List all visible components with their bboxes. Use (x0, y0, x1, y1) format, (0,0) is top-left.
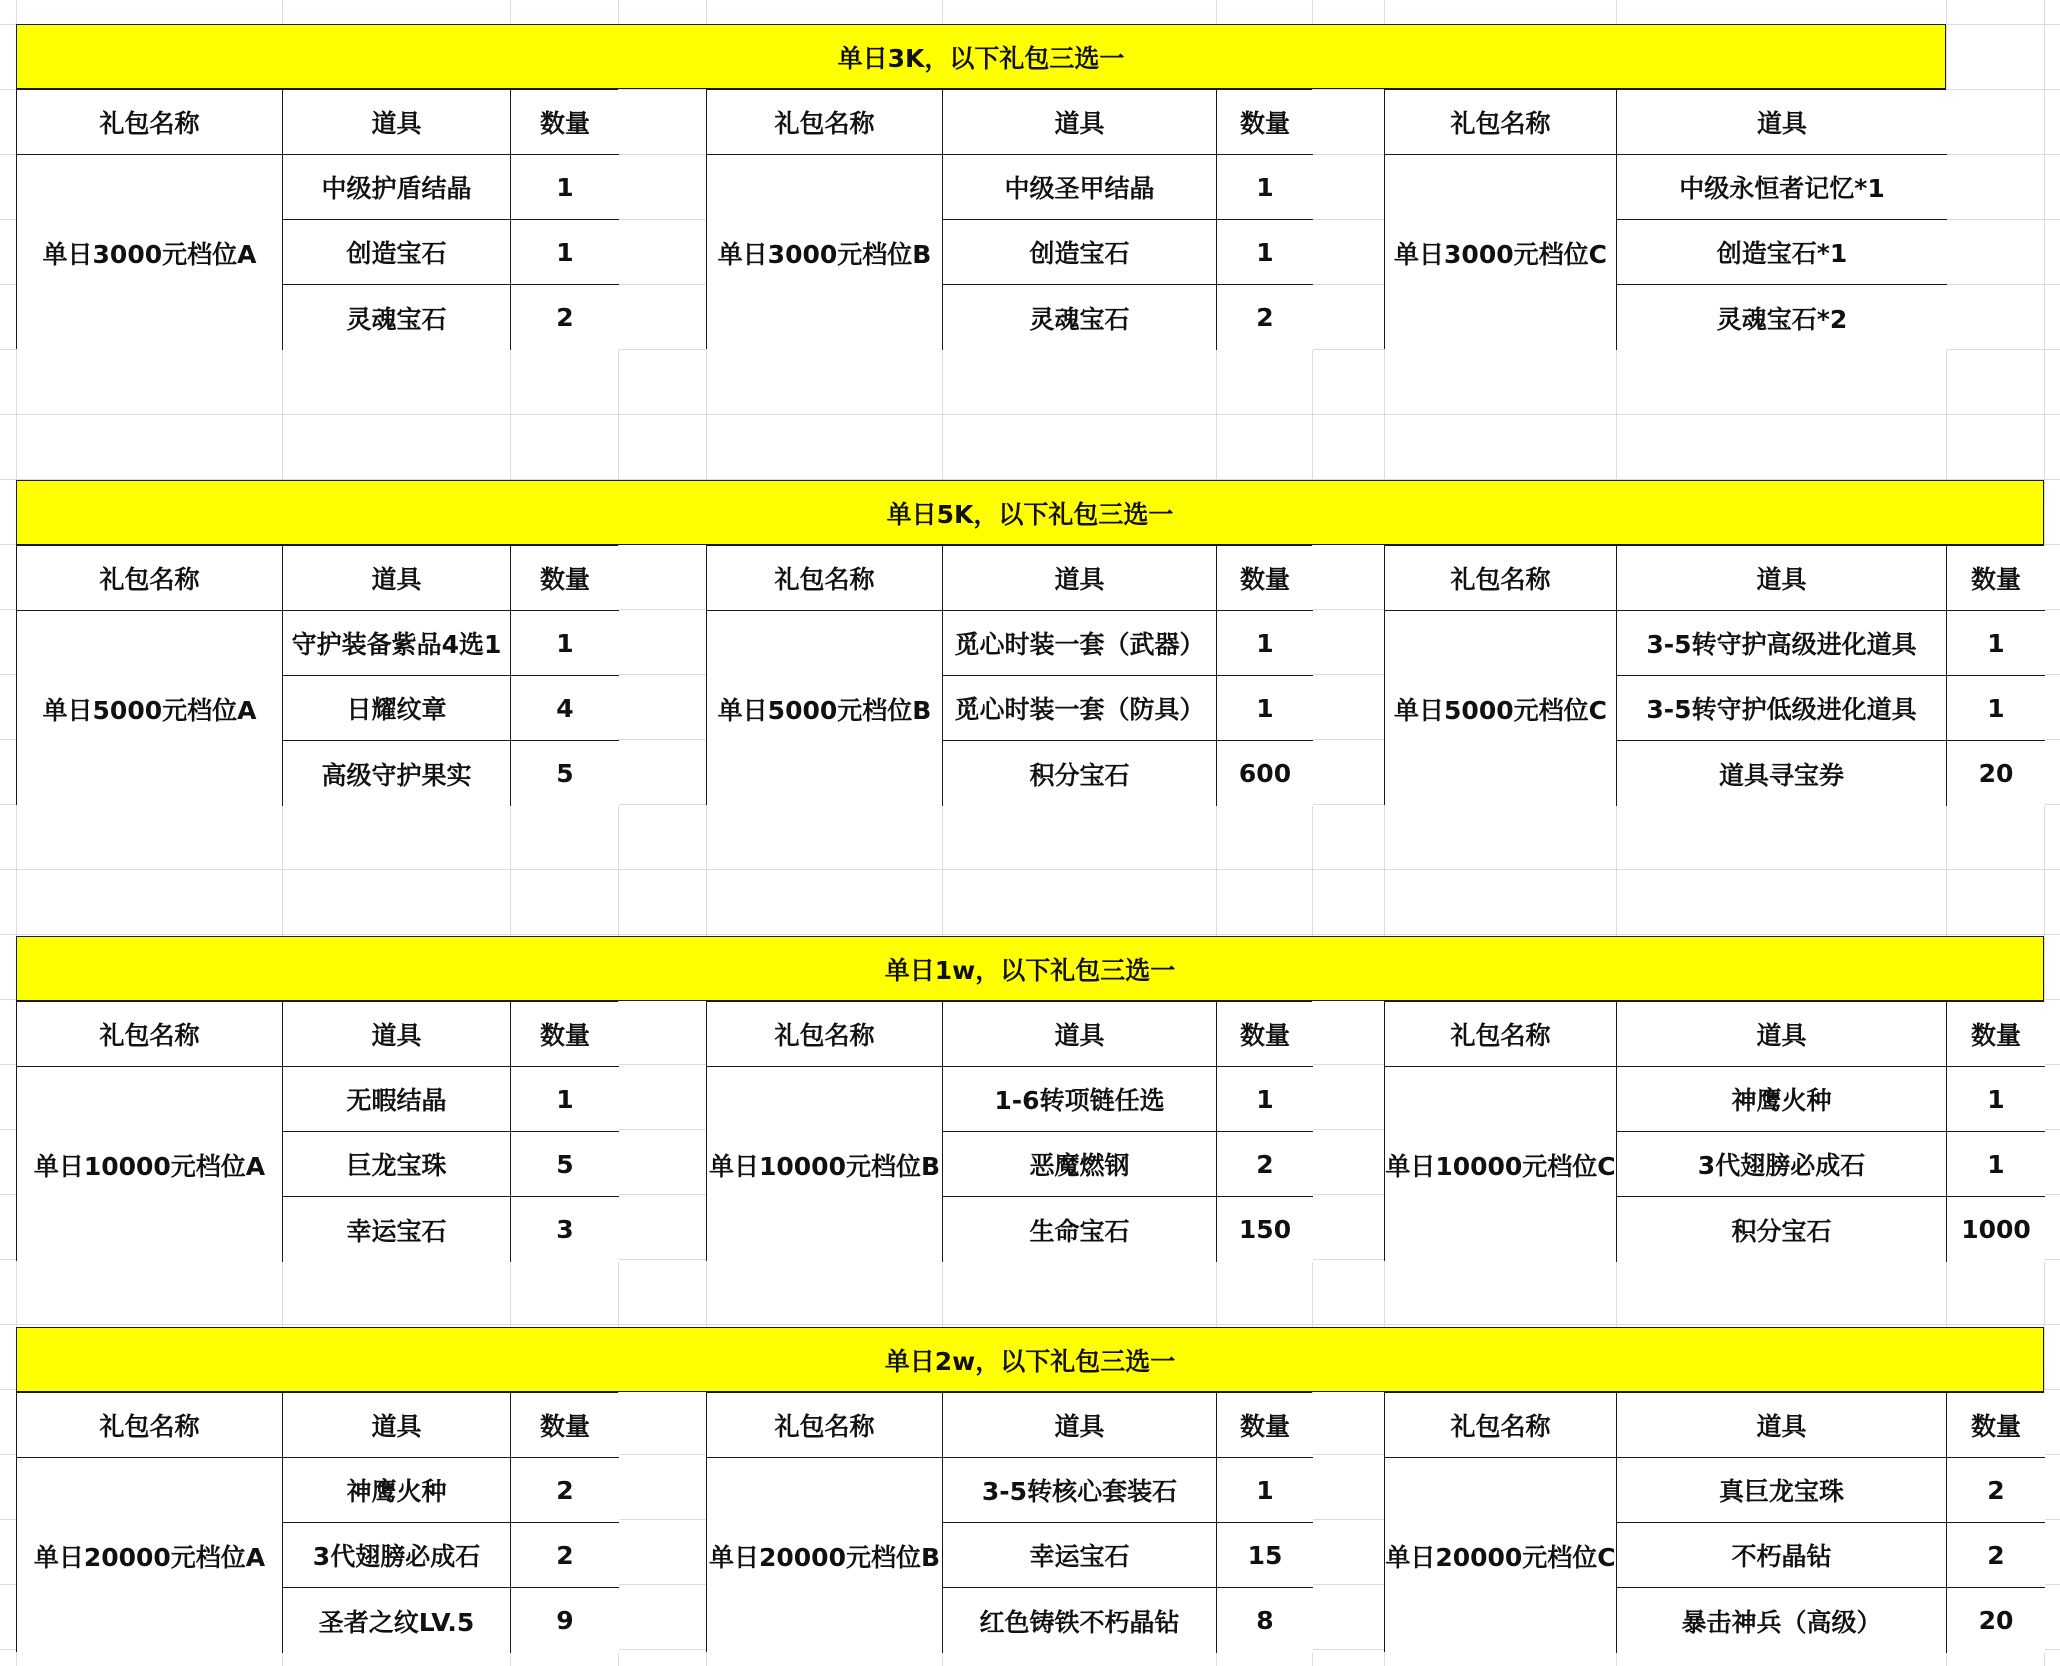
header-package-name: 礼包名称 (1385, 546, 1617, 611)
item-cell: 神鹰火种 (283, 1458, 511, 1523)
item-cell: 神鹰火种 (1617, 1067, 1947, 1132)
quantity-cell: 3 (511, 1197, 619, 1262)
section-banner: 单日2w，以下礼包三选一 (16, 1327, 2044, 1392)
item-cell: 幸运宝石 (943, 1523, 1217, 1588)
item-cell: 3代翅膀必成石 (1617, 1132, 1947, 1197)
header-package-name: 礼包名称 (1385, 1393, 1617, 1458)
quantity-cell: 1 (1947, 1132, 2045, 1197)
header-quantity: 数量 (511, 546, 619, 611)
header-package-name: 礼包名称 (17, 1002, 283, 1067)
item-cell: 3-5转守护高级进化道具 (1617, 611, 1947, 676)
item-cell: 1-6转项链任选 (943, 1067, 1217, 1132)
quantity-cell: 1 (1217, 155, 1313, 220)
gridline-horizontal (0, 414, 2060, 415)
quantity-cell: 15 (1217, 1523, 1313, 1588)
quantity-cell: 1 (1217, 1458, 1313, 1523)
gridline-horizontal (0, 869, 2060, 870)
header-item: 道具 (283, 1002, 511, 1067)
header-quantity: 数量 (1217, 1002, 1313, 1067)
item-cell: 灵魂宝石 (943, 285, 1217, 350)
item-cell: 创造宝石*1 (1617, 220, 1947, 285)
item-cell: 真巨龙宝珠 (1617, 1458, 1947, 1523)
package-table (706, 1392, 1312, 1652)
item-cell: 日耀纹章 (283, 676, 511, 741)
package-table (16, 89, 618, 349)
quantity-cell: 2 (511, 1458, 619, 1523)
header-quantity: 数量 (1947, 1002, 2045, 1067)
item-cell: 3代翅膀必成石 (283, 1523, 511, 1588)
section-banner: 单日5K，以下礼包三选一 (16, 480, 2044, 545)
header-package-name: 礼包名称 (707, 90, 943, 155)
header-package-name: 礼包名称 (17, 546, 283, 611)
package-table (16, 1001, 618, 1261)
header-item: 道具 (283, 90, 511, 155)
item-cell: 道具寻宝券 (1617, 741, 1947, 806)
item-cell: 灵魂宝石 (283, 285, 511, 350)
header-item: 道具 (283, 1393, 511, 1458)
item-cell: 中级永恒者记忆*1 (1617, 155, 1947, 220)
quantity-cell: 2 (1947, 1458, 2045, 1523)
header-quantity: 数量 (511, 90, 619, 155)
package-name-cell: 单日20000元档位B (707, 1458, 943, 1653)
quantity-cell: 2 (1217, 1132, 1313, 1197)
item-cell: 3-5转守护低级进化道具 (1617, 676, 1947, 741)
header-quantity: 数量 (1217, 546, 1313, 611)
package-table (1384, 1001, 2044, 1261)
package-name-cell: 单日3000元档位A (17, 155, 283, 350)
package-table (1384, 89, 1946, 349)
item-cell: 巨龙宝珠 (283, 1132, 511, 1197)
header-item: 道具 (1617, 1393, 1947, 1458)
gridline-horizontal (0, 934, 2060, 935)
quantity-cell: 5 (511, 741, 619, 806)
item-cell: 灵魂宝石*2 (1617, 285, 1947, 350)
section-banner: 单日3K，以下礼包三选一 (16, 24, 1946, 89)
quantity-cell: 2 (1217, 285, 1313, 350)
header-quantity: 数量 (511, 1393, 619, 1458)
header-package-name: 礼包名称 (17, 1393, 283, 1458)
header-package-name: 礼包名称 (707, 546, 943, 611)
item-cell: 3-5转核心套装石 (943, 1458, 1217, 1523)
item-cell: 中级圣甲结晶 (943, 155, 1217, 220)
header-quantity: 数量 (1947, 546, 2045, 611)
item-cell: 觅心时装一套（武器） (943, 611, 1217, 676)
header-package-name: 礼包名称 (17, 90, 283, 155)
quantity-cell: 150 (1217, 1197, 1313, 1262)
header-item: 道具 (943, 546, 1217, 611)
item-cell: 生命宝石 (943, 1197, 1217, 1262)
item-cell: 圣者之纹LV.5 (283, 1588, 511, 1653)
item-cell: 积分宝石 (1617, 1197, 1947, 1262)
header-item: 道具 (1617, 1002, 1947, 1067)
package-name-cell: 单日5000元档位B (707, 611, 943, 806)
quantity-cell: 1 (1947, 676, 2045, 741)
item-cell: 不朽晶钻 (1617, 1523, 1947, 1588)
quantity-cell: 2 (511, 285, 619, 350)
package-name-cell: 单日3000元档位B (707, 155, 943, 350)
quantity-cell: 1000 (1947, 1197, 2045, 1262)
header-package-name: 礼包名称 (707, 1002, 943, 1067)
package-name-cell: 单日10000元档位C (1385, 1067, 1617, 1262)
header-package-name: 礼包名称 (1385, 90, 1617, 155)
item-cell: 创造宝石 (943, 220, 1217, 285)
quantity-cell: 1 (1217, 676, 1313, 741)
package-table (16, 545, 618, 805)
header-quantity: 数量 (1947, 1393, 2045, 1458)
item-cell: 恶魔燃钢 (943, 1132, 1217, 1197)
package-name-cell: 单日5000元档位A (17, 611, 283, 806)
item-cell: 幸运宝石 (283, 1197, 511, 1262)
item-cell: 中级护盾结晶 (283, 155, 511, 220)
package-table (706, 545, 1312, 805)
package-name-cell: 单日5000元档位C (1385, 611, 1617, 806)
header-item: 道具 (943, 90, 1217, 155)
header-package-name: 礼包名称 (707, 1393, 943, 1458)
header-item: 道具 (283, 546, 511, 611)
gridline-horizontal (0, 1324, 2060, 1325)
header-item: 道具 (943, 1002, 1217, 1067)
package-table (1384, 545, 2044, 805)
item-cell: 创造宝石 (283, 220, 511, 285)
quantity-cell: 1 (1217, 220, 1313, 285)
item-cell: 高级守护果实 (283, 741, 511, 806)
quantity-cell: 2 (511, 1523, 619, 1588)
package-table (16, 1392, 618, 1652)
quantity-cell: 4 (511, 676, 619, 741)
quantity-cell: 1 (511, 155, 619, 220)
quantity-cell: 1 (511, 611, 619, 676)
item-cell: 觅心时装一套（防具） (943, 676, 1217, 741)
package-name-cell: 单日20000元档位C (1385, 1458, 1617, 1653)
package-table (1384, 1392, 2044, 1652)
item-cell: 积分宝石 (943, 741, 1217, 806)
item-cell: 红色铸铁不朽晶钻 (943, 1588, 1217, 1653)
item-cell: 暴击神兵（高级） (1617, 1588, 1947, 1653)
header-item: 道具 (1617, 90, 1947, 155)
package-name-cell: 单日3000元档位C (1385, 155, 1617, 350)
quantity-cell: 1 (1947, 611, 2045, 676)
header-quantity: 数量 (1217, 1393, 1313, 1458)
quantity-cell: 5 (511, 1132, 619, 1197)
quantity-cell: 8 (1217, 1588, 1313, 1653)
quantity-cell: 20 (1947, 1588, 2045, 1653)
quantity-cell: 1 (1217, 611, 1313, 676)
package-table (706, 89, 1312, 349)
section-banner: 单日1w，以下礼包三选一 (16, 936, 2044, 1001)
quantity-cell: 1 (1217, 1067, 1313, 1132)
header-item: 道具 (1617, 546, 1947, 611)
package-name-cell: 单日10000元档位A (17, 1067, 283, 1262)
header-package-name: 礼包名称 (1385, 1002, 1617, 1067)
quantity-cell: 1 (1947, 1067, 2045, 1132)
item-cell: 守护装备紫品4选1 (283, 611, 511, 676)
quantity-cell: 1 (511, 1067, 619, 1132)
package-table (706, 1001, 1312, 1261)
quantity-cell: 600 (1217, 741, 1313, 806)
quantity-cell: 20 (1947, 741, 2045, 806)
header-quantity: 数量 (1217, 90, 1313, 155)
item-cell: 无暇结晶 (283, 1067, 511, 1132)
quantity-cell: 2 (1947, 1523, 2045, 1588)
header-quantity: 数量 (511, 1002, 619, 1067)
header-item: 道具 (943, 1393, 1217, 1458)
quantity-cell: 9 (511, 1588, 619, 1653)
package-name-cell: 单日10000元档位B (707, 1067, 943, 1262)
package-name-cell: 单日20000元档位A (17, 1458, 283, 1653)
quantity-cell: 1 (511, 220, 619, 285)
